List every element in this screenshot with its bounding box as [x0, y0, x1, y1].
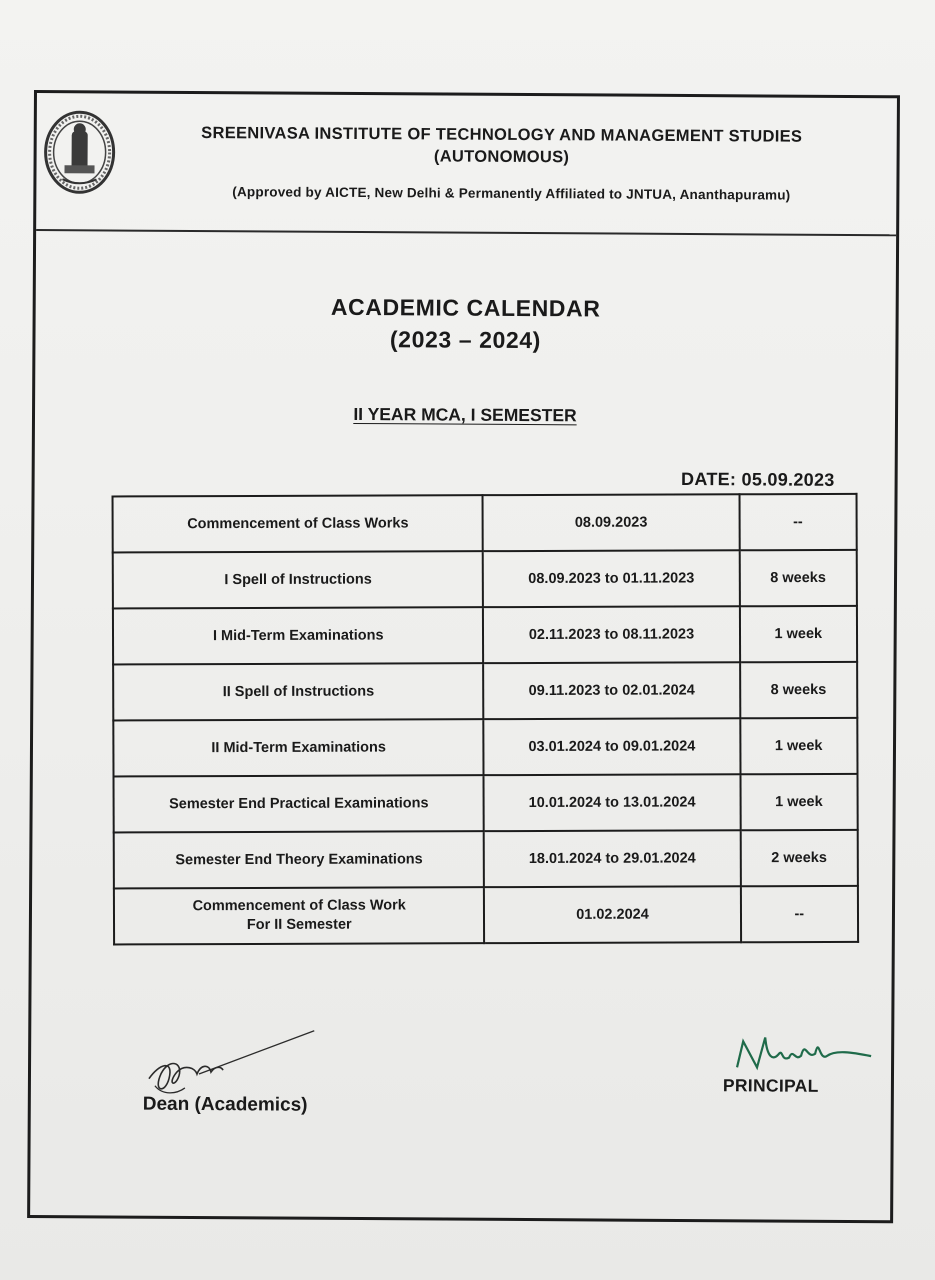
duration-cell: --: [739, 494, 857, 550]
institution-name-line1: SREENIVASA INSTITUTE OF TECHNOLOGY AND MANAGEMENT STUDIES: [201, 124, 803, 146]
table-row: [114, 774, 858, 833]
event-cell: Commencement of Class Works: [113, 495, 484, 552]
dates-cell: 08.09.2023 to 01.11.2023: [483, 550, 739, 607]
dates-cell: 18.01.2024 to 29.01.2024: [484, 830, 740, 887]
event-cell: Semester End Theory Examinations: [114, 831, 485, 888]
dates-cell: 03.01.2024 to 09.01.2024: [484, 718, 740, 775]
institution-header: [36, 93, 897, 236]
program-heading: [35, 402, 895, 428]
event-cell: I Spell of Instructions: [113, 551, 484, 608]
dates-cell: 01.02.2024: [484, 886, 740, 943]
event-cell: Semester End Practical Examinations: [114, 775, 485, 832]
institution-name-line2: (AUTONOMOUS): [433, 147, 570, 167]
institution-name: [117, 122, 887, 171]
principal-signature-icon: [731, 1027, 881, 1082]
table-row: [114, 830, 858, 889]
dates-cell: 02.11.2023 to 08.11.2023: [483, 606, 739, 663]
dates-cell: 09.11.2023 to 02.01.2024: [484, 662, 740, 719]
duration-cell: 8 weeks: [739, 550, 857, 606]
principal-label: PRINCIPAL: [722, 1075, 819, 1096]
table-row: [114, 886, 858, 945]
calendar-year: (2023 – 2024): [389, 326, 542, 354]
event-cell: II Spell of Instructions: [113, 663, 484, 720]
dates-cell: 08.09.2023: [483, 494, 739, 551]
duration-cell: --: [740, 886, 858, 942]
event-cell: I Mid-Term Examinations: [113, 607, 484, 664]
duration-cell: 1 week: [740, 718, 858, 774]
institution-approval: (Approved by AICTE, New Delhi & Permanently Affiliated to JNTUA, Ananthapuramu): [232, 184, 791, 203]
dean-signature-icon: [139, 1024, 319, 1105]
duration-cell: 1 week: [739, 606, 857, 662]
event-cell: [114, 887, 485, 944]
table-row: [113, 550, 857, 609]
duration-cell: 8 weeks: [740, 662, 858, 718]
document-date: DATE: 05.09.2023: [681, 468, 835, 490]
program-heading-text: II YEAR MCA, I SEMESTER: [353, 403, 577, 426]
duration-cell: 1 week: [740, 774, 858, 830]
table-row: [113, 494, 857, 553]
calendar-title-text: ACADEMIC CALENDAR: [330, 293, 601, 322]
schedule-table: [112, 493, 860, 946]
duration-cell: 2 weeks: [740, 830, 858, 886]
table-row: [113, 606, 857, 665]
dates-cell: 10.01.2024 to 13.01.2024: [484, 774, 740, 831]
event-line1: Commencement of Class Work: [192, 897, 406, 915]
event-line2: For II Semester: [246, 916, 352, 934]
dean-label: Dean (Academics): [142, 1093, 308, 1116]
event-cell: II Mid-Term Examinations: [113, 719, 484, 776]
table-row: [113, 662, 857, 721]
document-border: [27, 90, 900, 1223]
institution-seal-icon: [42, 109, 117, 195]
table-row: [113, 718, 857, 777]
calendar-title: [35, 289, 895, 358]
